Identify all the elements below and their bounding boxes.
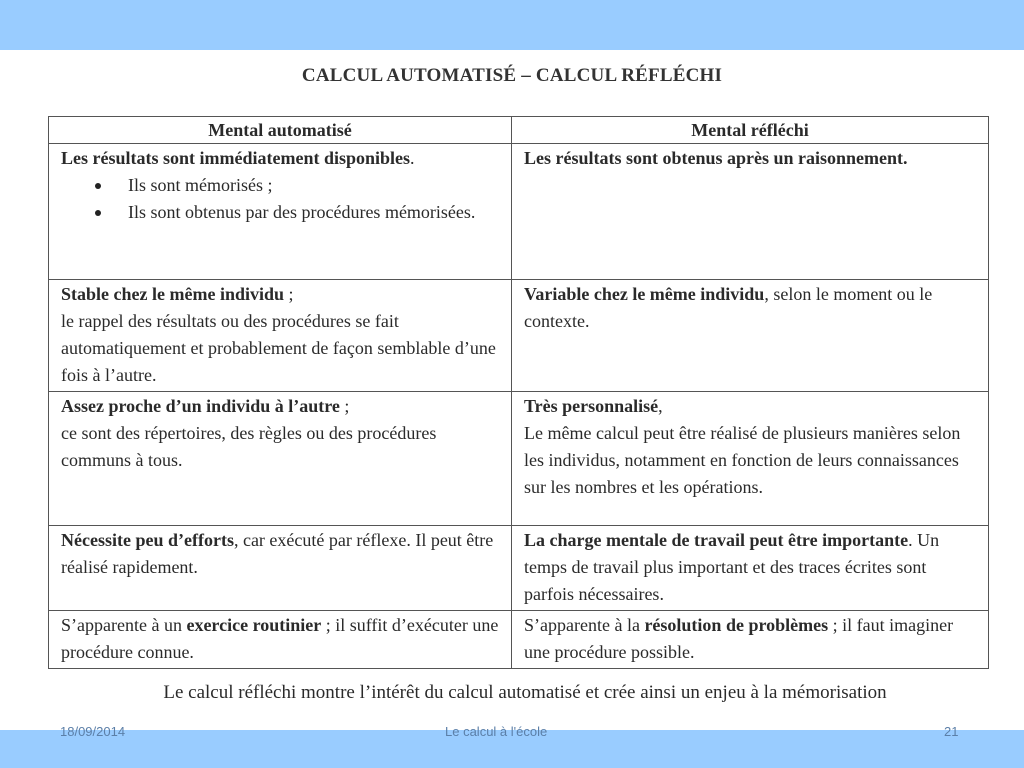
cell-r4-automatise [49,526,512,611]
list-item: Ils sont mémorisés ; [128,172,501,199]
comparison-table [48,116,989,669]
cell-text: ; [284,284,294,304]
cell-bold: Assez proche d’un individu à l’autre [61,396,340,416]
bullet-list [61,172,501,226]
cell-text: , [658,396,663,416]
cell-bold: résolution de problèmes [644,615,829,635]
cell-text: , car exécuté par réflexe. Il peut être réalisé rapidement. [61,530,494,577]
cell-text: , selon le moment ou le contexte. [524,284,933,331]
cell-bold: Les résultats sont obtenus après un raisonnement. [524,148,908,168]
table-row [49,144,989,280]
footer-date: 18/09/2014 [60,724,126,739]
cell-text: . [410,148,415,168]
footer-page-number: 21 [944,724,959,739]
header-automatise: Mental automatisé [49,117,512,144]
cell-r4-reflechi [512,526,989,611]
cell-bold: Stable chez le même individu [61,284,284,304]
cell-bold: Très personnalisé [524,396,659,416]
table-header-row [49,117,989,144]
cell-r2-automatise [49,280,512,392]
cell-text: ce sont des répertoires, des règles ou des procédures communs à tous. [61,423,437,470]
cell-r3-automatise [49,392,512,526]
cell-bold: Les résultats sont immédiatement disponibles [61,148,411,168]
cell-text: le rappel des résultats ou des procédures se fait automatiquement et probablement de façon semblable d’une fois à l’autre. [61,311,496,385]
conclusion-text: Le calcul réfléchi montre l’intérêt du calcul automatisé et crée ainsi un enjeu à la mémorisation [163,682,887,703]
table-row [49,392,989,526]
cell-r2-reflechi [512,280,989,392]
cell-r1-automatise [49,144,512,280]
cell-r5-automatise [49,611,512,669]
cell-bold: La charge mentale de travail peut être importante [524,530,909,550]
cell-bold: Nécessite peu d’efforts [61,530,234,550]
list-item: Ils sont obtenus par des procédures mémorisées. [128,199,501,226]
footer-title: Le calcul à l'école [445,724,548,739]
table-row [49,526,989,611]
cell-r1-reflechi [512,144,989,280]
cell-text: ; il suffit d’exécuter une procédure connue. [61,615,499,662]
cell-r3-reflechi [512,392,989,526]
header-reflechi: Mental réfléchi [512,117,989,144]
slide-top-band [0,0,1024,50]
cell-r5-reflechi [512,611,989,669]
cell-bold: exercice routinier [186,615,322,635]
table-row [49,280,989,392]
cell-text: S’apparente à un [61,615,187,635]
cell-text: S’apparente à la [524,615,645,635]
cell-text: Le même calcul peut être réalisé de plusieurs manières selon les individus, notamment en fonction de leurs connaissances sur les nombres et les opérations. [524,423,961,497]
slide-title: CALCUL AUTOMATISÉ – CALCUL RÉFLÉCHI [301,65,723,86]
cell-text: ; [339,396,350,416]
cell-bold: Variable chez le même individu [524,284,765,304]
cell-text: . Un temps de travail plus important et des traces écrites sont parfois nécessaires. [524,530,940,604]
slide-content [0,50,1024,730]
cell-text: ; il faut imaginer une procédure possible. [524,615,954,662]
table-row [49,611,989,669]
